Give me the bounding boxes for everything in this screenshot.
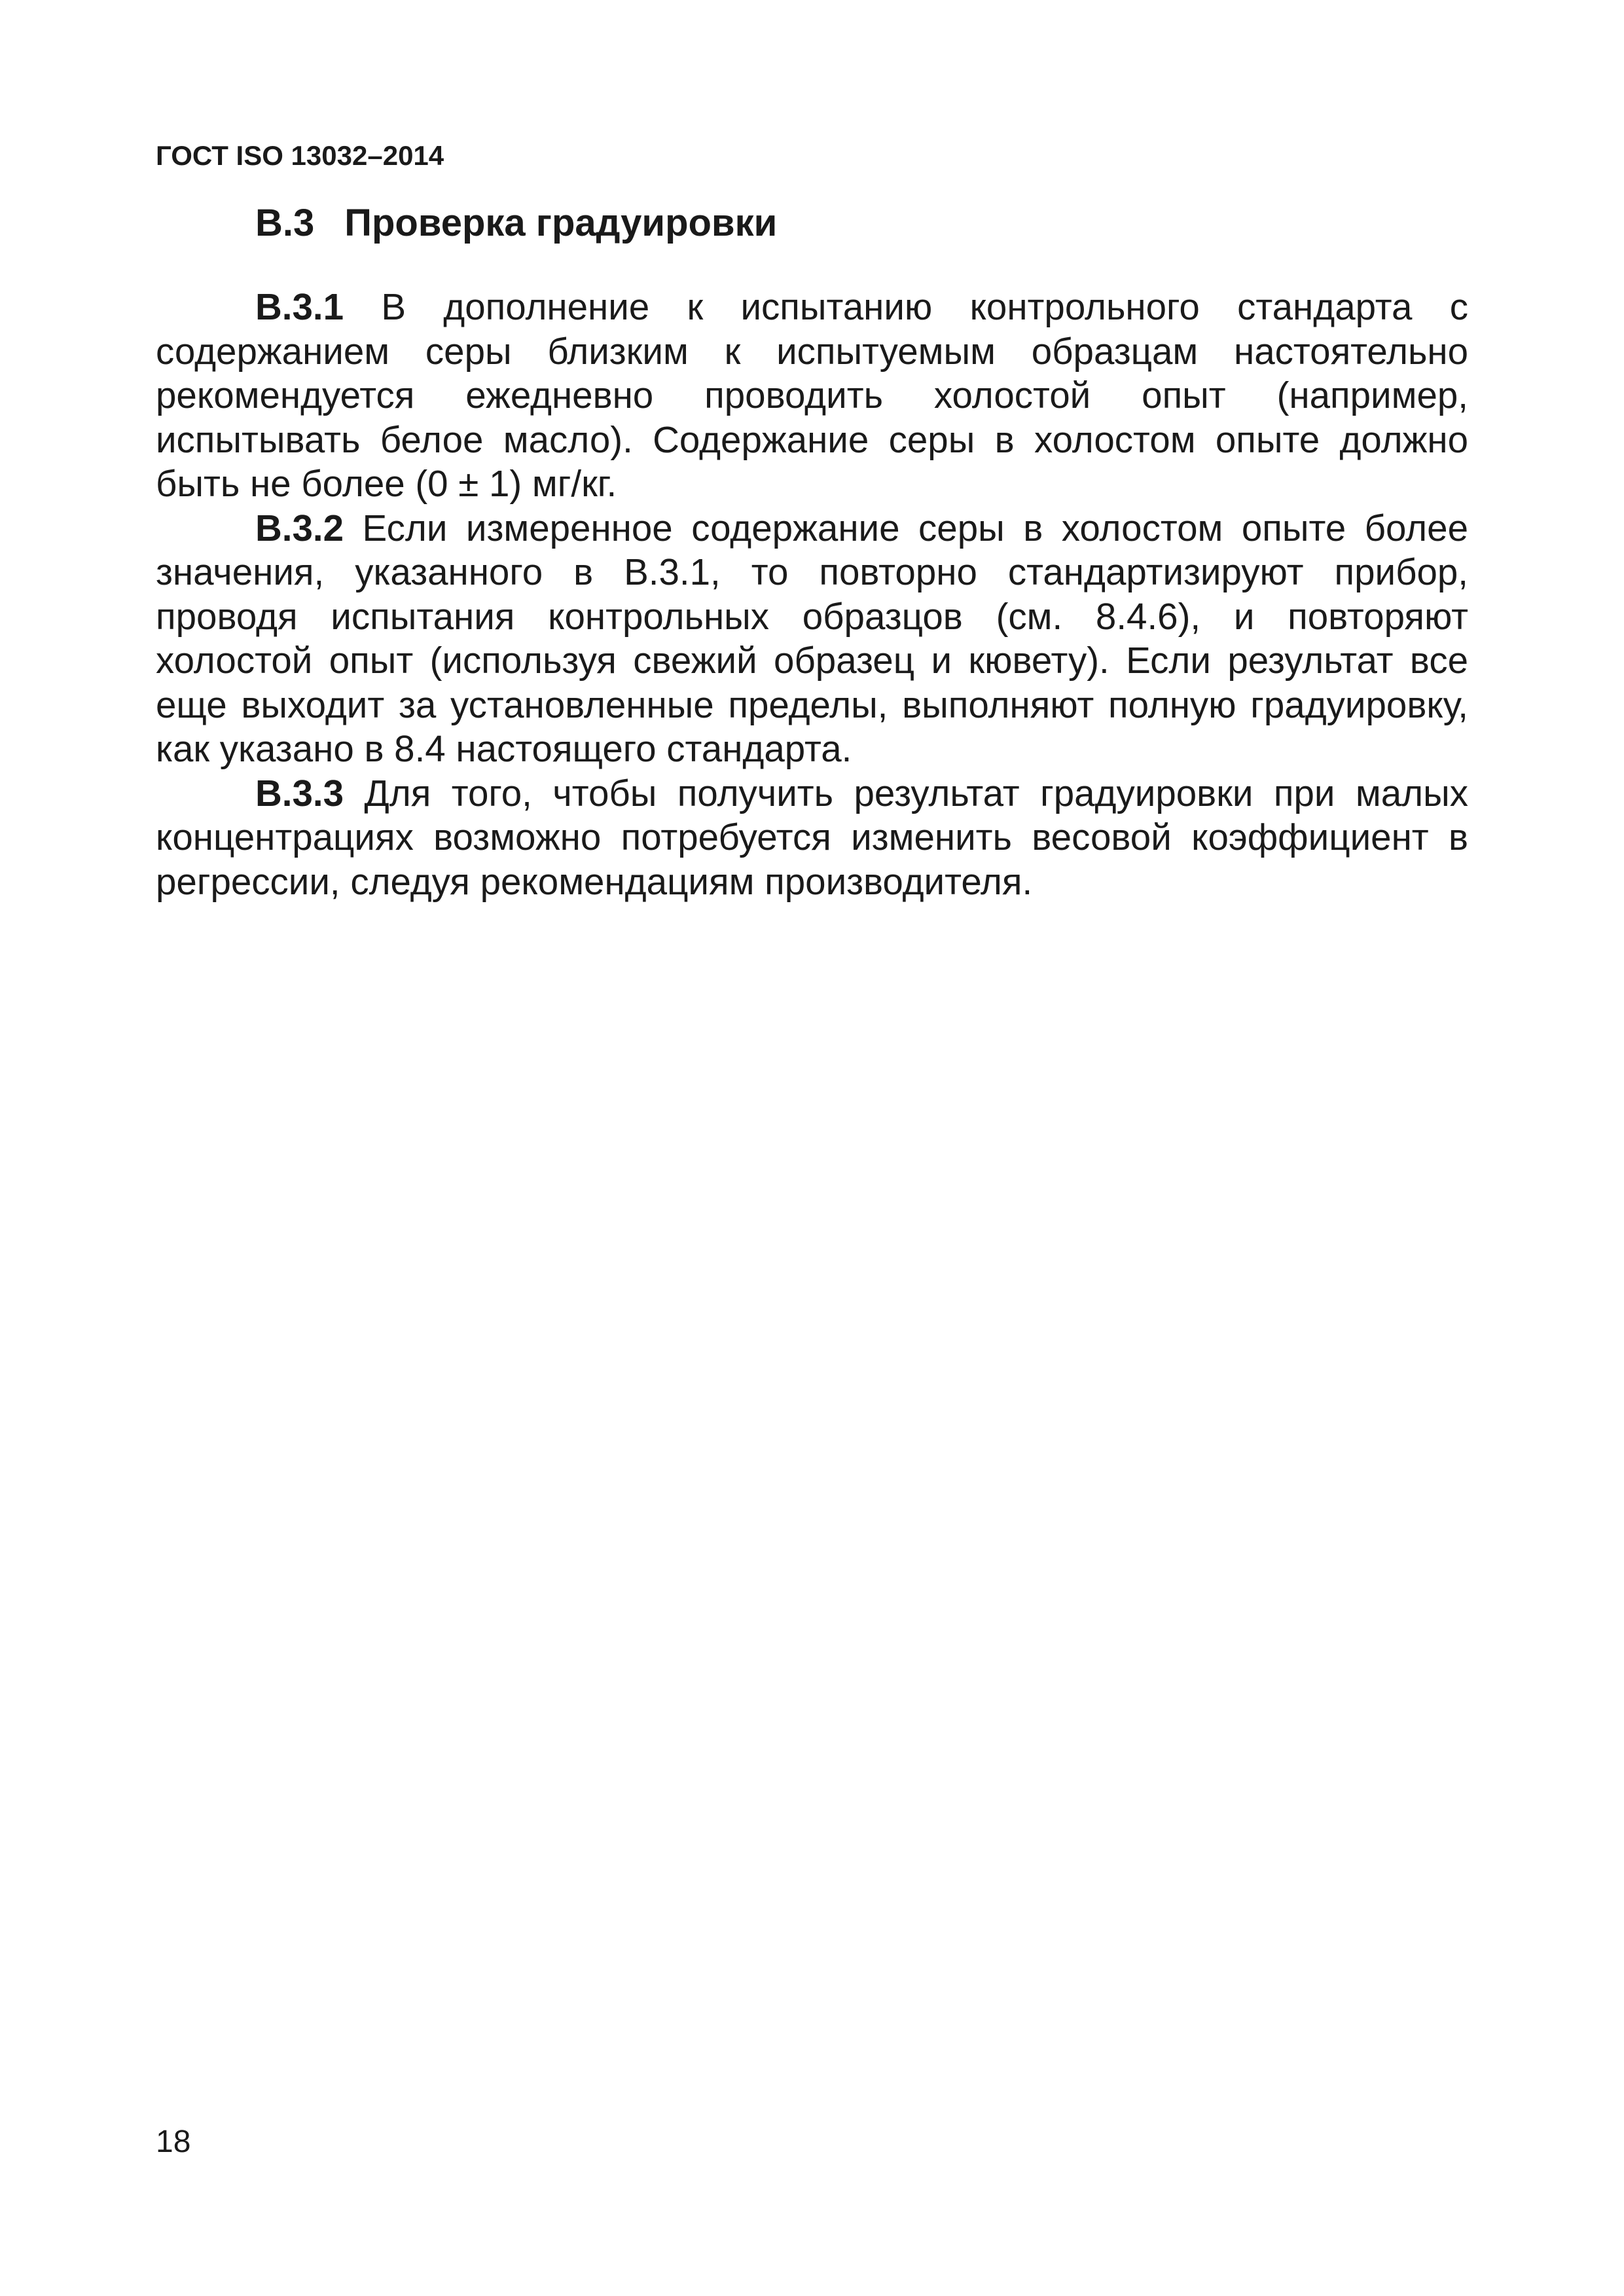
- paragraph-text: Для того, чтобы получить результат градуировки при малых концентрациях возможно потребуется изменить весовой коэффициент в регрессии, следуя рекомендациям производителя.: [156, 772, 1468, 902]
- paragraph-b32: [156, 506, 1468, 771]
- paragraph-text: Если измеренное содержание серы в холостом опыте более значения, указанного в B.3.1, то повторно стандартизируют прибор, проводя испытания контрольных образцов (см. 8.4.6), и повторяют холостой опыт (используя свежий образец и кювету). Если результат все еще выходит за установленные пределы, выполняют полную градуировку, как указано в 8.4 настоящего стандарта.: [156, 507, 1468, 769]
- paragraph-text: В дополнение к испытанию контрольного стандарта с содержанием серы близким к испытуемым образцам настоятельно рекомендуется ежедневно проводить холостой опыт (например, испытывать белое масло). Содержание серы в холостом опыте должно быть не более (0 ± 1) мг/кг.: [156, 286, 1468, 504]
- document-header: ГОСТ ISO 13032–2014: [156, 140, 444, 171]
- paragraph-b33: [156, 771, 1468, 904]
- body-text: [156, 285, 1468, 903]
- section-heading: [255, 200, 777, 247]
- paragraph-number: B.3.1: [255, 286, 344, 327]
- paragraph-b31: [156, 285, 1468, 506]
- section-title: Проверка градуировки: [344, 202, 778, 244]
- section-number: B.3: [255, 202, 315, 244]
- page-number: 18: [156, 2124, 191, 2159]
- paragraph-number: B.3.3: [255, 772, 344, 814]
- paragraph-number: B.3.2: [255, 507, 344, 549]
